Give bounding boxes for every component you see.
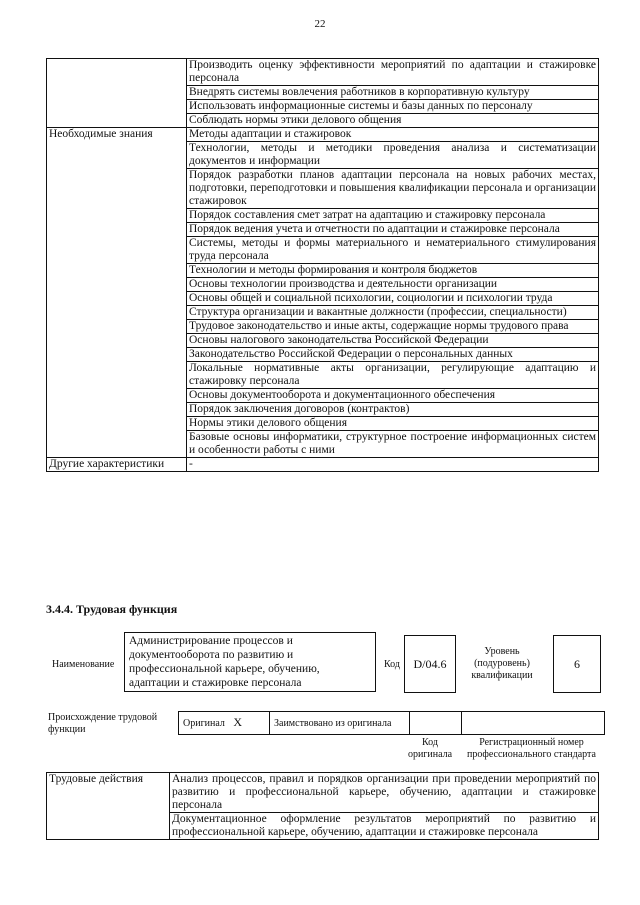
labor-action-text: Документационное оформление результатов мероприятий по развитию и профессиональной карьере, обучению, адаптации и стажировке персонала (170, 813, 599, 840)
table-row (47, 773, 599, 813)
other-characteristics-value: - (187, 458, 599, 472)
row-text-cell: Производить оценку эффективности мероприятий по адаптации и стажировке персонала (187, 59, 599, 86)
row-text-cell: Соблюдать нормы этики делового общения (187, 114, 599, 128)
row-text-cell: Основы документооборота и документационного обеспечения (187, 389, 599, 403)
row-text-cell: Порядок ведения учета и отчетности по адаптации и стажировке персонала (187, 223, 599, 237)
row-text-cell: Основы налогового законодательства Российской Федерации (187, 334, 599, 348)
table-row (47, 458, 599, 472)
name-label: Наименование (52, 659, 115, 670)
table-row (47, 59, 599, 86)
original-label: Оригинал (183, 718, 225, 729)
row-text-cell: Нормы этики делового общения (187, 417, 599, 431)
code-value: D/04.6 (413, 656, 447, 671)
function-name-box (124, 632, 376, 692)
row-label-cell: Необходимые знания (47, 128, 187, 458)
borrowed-cell (270, 712, 410, 735)
row-text-cell: Основы технологии производства и деятельности организации (187, 278, 599, 292)
row-text-cell: Методы адаптации и стажировок (187, 128, 599, 142)
row-text-cell: Использовать информационные системы и базы данных по персоналу (187, 100, 599, 114)
row-label-cell (47, 59, 187, 128)
page-number: 22 (314, 18, 326, 30)
row-text-cell: Порядок заключения договоров (контрактов) (187, 403, 599, 417)
labor-actions-label: Трудовые действия (47, 773, 170, 840)
labor-action-text: Анализ процессов, правил и порядков организации при проведении мероприятий по развитию и профессиональной карьере, обучению, адаптации и стажировке персонала (170, 773, 599, 813)
row-text-cell: Порядок составления смет затрат на адаптацию и стажировку персонала (187, 209, 599, 223)
knowledge-table (46, 58, 599, 472)
row-text-cell: Локальные нормативные акты организации, регулирующие адаптацию и стажировку персонала (187, 362, 599, 389)
section-title: 3.4.4. Трудовая функция (46, 602, 178, 616)
code-label: Код (384, 659, 400, 670)
original-cell (179, 712, 270, 735)
borrowed-label: Заимствовано из оригинала (274, 717, 392, 729)
caption-code: Код оригинала (407, 737, 453, 760)
function-name: Администрирование процессов и документооборота по развитию и профессиональной карьере, обучению, адаптации и стажировке персонала (129, 635, 320, 689)
row-text-cell: Основы общей и социальной психологии, социологии и психологии труда (187, 292, 599, 306)
row-text-cell: Системы, методы и формы материального и нематериального стимулирования труда персонала (187, 237, 599, 264)
row-text-cell: Трудовое законодательство и иные акты, содержащие нормы трудового права (187, 320, 599, 334)
original-code-cell (410, 712, 462, 735)
other-characteristics-label: Другие характеристики (47, 458, 187, 472)
row-text-cell: Базовые основы информатики, структурное построение информационных систем и особенности работы с ними (187, 431, 599, 458)
code-box (404, 635, 456, 693)
caption-registration: Регистрационный номер профессионального стандарта (467, 737, 596, 760)
origin-table (178, 711, 605, 735)
original-mark: X (233, 715, 243, 729)
row-text-cell: Законодательство Российской Федерации о персональных данных (187, 348, 599, 362)
level-value: 6 (574, 656, 580, 671)
row-text-cell: Технологии и методы формирования и контроля бюджетов (187, 264, 599, 278)
row-text-cell: Внедрять системы вовлечения работников в корпоративную культуру (187, 86, 599, 100)
registration-number-cell (462, 712, 605, 735)
table-row (47, 128, 599, 142)
labor-actions-table (46, 772, 599, 840)
row-text-cell: Порядок разработки планов адаптации персонала на новых рабочих местах, подготовки, переподготовки и повышения квалификации персонала и организации стажировок (187, 169, 599, 209)
row-text-cell: Технологии, методы и методики проведения анализа и систематизации документов и информации (187, 142, 599, 169)
row-text-cell: Структура организации и вакантные должности (профессии, специальности) (187, 306, 599, 320)
level-label: Уровень (подуровень) квалификации (471, 646, 533, 681)
level-box (553, 635, 601, 693)
origin-label: Происхождение трудовой функции (48, 712, 158, 735)
